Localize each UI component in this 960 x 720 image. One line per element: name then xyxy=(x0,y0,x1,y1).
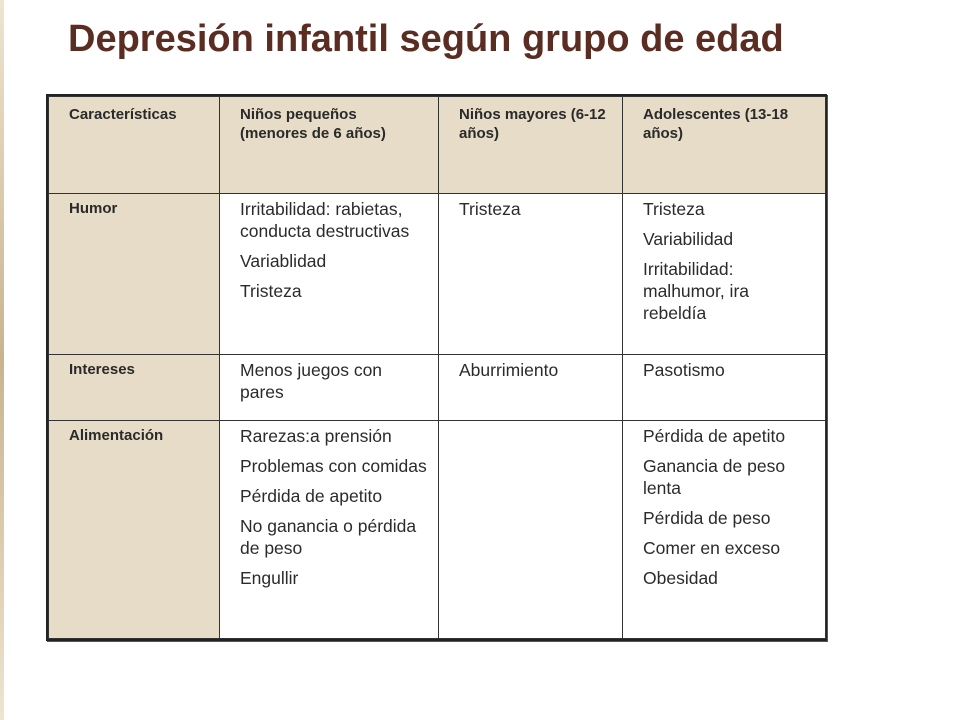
cell-humor-ninos-mayores xyxy=(439,194,623,355)
cell-intereses-ninos-mayores xyxy=(439,355,623,421)
cell-intereses-adolescentes xyxy=(623,355,826,421)
cell-humor-ninos-pequenos xyxy=(220,194,439,355)
cell-item: Pasotismo xyxy=(643,360,725,380)
cell-item: Ganancia de peso lenta xyxy=(643,456,786,498)
cell-item: Variablidad xyxy=(240,251,327,271)
cell-alimentacion-adolescentes xyxy=(623,421,826,639)
slide-left-accent-bar xyxy=(0,0,4,720)
slide-title: Depresión infantil según grupo de edad xyxy=(68,18,784,60)
cell-item: Aburrimiento xyxy=(459,360,559,380)
cell-item: Pérdida de apetito xyxy=(643,426,786,446)
table-header-row xyxy=(49,97,826,194)
cell-item: Menos juegos con pares xyxy=(240,360,383,402)
header-ninos-pequenos: Niños pequeños (menores de 6 años) xyxy=(220,97,439,194)
cell-item: Tristeza xyxy=(240,281,302,301)
cell-item: Comer en exceso xyxy=(643,538,781,558)
cell-alimentacion-ninos-pequenos xyxy=(220,421,439,639)
cell-item: Irritabilidad: malhumor, ira rebeldía xyxy=(643,259,750,323)
header-adolescentes: Adolescentes (13-18 años) xyxy=(623,97,826,194)
cell-intereses-ninos-pequenos xyxy=(220,355,439,421)
cell-item: Irritabilidad: rabietas, conducta destructivas xyxy=(240,199,410,241)
cell-item: Pérdida de apetito xyxy=(240,486,383,506)
cell-alimentacion-ninos-mayores xyxy=(439,421,623,639)
header-ninos-mayores: Niños mayores (6-12 años) xyxy=(439,97,623,194)
cell-item: Engullir xyxy=(240,568,299,588)
header-caracteristicas: Características xyxy=(49,97,220,194)
row-label-intereses: Intereses xyxy=(49,355,220,421)
row-label-alimentacion: Alimentación xyxy=(49,421,220,639)
cell-item: No ganancia o pérdida de peso xyxy=(240,516,417,558)
cell-humor-adolescentes xyxy=(623,194,826,355)
table-row-intereses xyxy=(49,355,826,421)
comparison-table xyxy=(46,94,827,641)
cell-item: Problemas con comidas xyxy=(240,456,427,476)
table-row-humor xyxy=(49,194,826,355)
cell-item: Variabilidad xyxy=(643,229,734,249)
cell-item: Pérdida de peso xyxy=(643,508,771,528)
depression-age-table xyxy=(48,96,826,639)
cell-item: Obesidad xyxy=(643,568,718,588)
cell-item: Tristeza xyxy=(643,199,705,219)
table-row-alimentacion xyxy=(49,421,826,639)
row-label-humor: Humor xyxy=(49,194,220,355)
cell-item: Rarezas:a prensión xyxy=(240,426,392,446)
cell-item: Tristeza xyxy=(459,199,521,219)
